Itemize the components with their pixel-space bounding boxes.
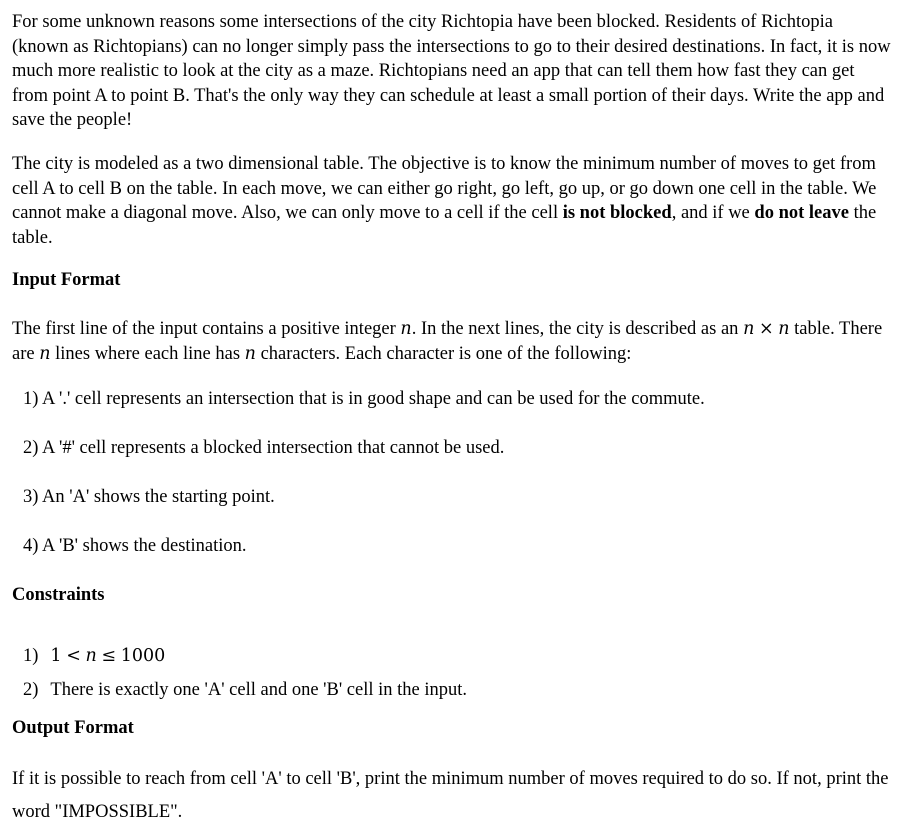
description-text-3: the table.: [12, 203, 877, 248]
constraint-number: 1): [23, 646, 39, 666]
output-format-paragraph: If it is possible to reach from cell 'A' to cell 'B', print the minimum number of moves required to do so. If not, print the word "IMPOSSIBLE".: [12, 769, 889, 822]
var-n-4: n: [39, 343, 51, 364]
list-item-number: 3): [23, 487, 39, 507]
input-text-4: lines where each line has: [50, 343, 245, 364]
var-n-3: n: [778, 319, 790, 339]
var-n-constraint: n: [85, 646, 97, 666]
description-bold-2: do not leave: [754, 203, 849, 223]
intro-paragraph: For some unknown reasons some intersections of the city Richtopia have been blocked. Residents of Richtopia (known as Richtopians) can no longer simply pass the intersections to go to their desired destinations. In fact, it is now much more realistic to look at the city as a maze. Richtopians need an app that can tell them how fast they can get from point A to point B. That's the only way they can schedule at least a small portion of their days. Write the app and save the people!: [12, 12, 891, 130]
input-text-2: . In the next lines, the city is described as an: [411, 319, 744, 339]
less-equal-symbol: ≤: [101, 646, 117, 666]
description-paragraph: [12, 152, 900, 250]
constraint-lower: 1: [50, 646, 62, 666]
var-n-5: n: [244, 343, 256, 364]
input-text-5: characters. Each character is one of the following:: [255, 343, 632, 364]
input-format-heading: Input Format: [12, 270, 121, 290]
constraints-heading: Constraints: [12, 585, 105, 605]
constraint-number: 2): [23, 680, 39, 700]
var-n-1: n: [400, 319, 412, 339]
times-symbol: ×: [758, 319, 774, 339]
list-item: [23, 485, 275, 509]
description-text-2: , and if we: [671, 203, 755, 223]
list-item: [23, 436, 504, 460]
constraint-text: There is exactly one 'A' cell and one 'B' cell in the input.: [50, 680, 468, 700]
list-item-text: A '#' cell represents a blocked intersection that cannot be used.: [42, 438, 505, 458]
list-item-number: 2): [23, 438, 39, 458]
input-format-paragraph: [12, 317, 904, 366]
input-text-3: table. There are: [12, 319, 883, 364]
list-item: [23, 534, 247, 558]
input-text-1: The first line of the input contains a positive integer: [12, 319, 401, 339]
description-bold-1: is not blocked: [562, 203, 672, 223]
list-item: [23, 387, 705, 411]
constraint-item-1: [23, 644, 165, 668]
var-n-2: n: [743, 319, 755, 339]
list-item-number: 1): [23, 389, 39, 409]
list-item-number: 4): [23, 536, 39, 556]
constraint-item-2: [23, 678, 467, 702]
less-than-symbol: <: [66, 646, 81, 666]
list-item-text: A 'B' shows the destination.: [42, 536, 247, 556]
list-item-text: An 'A' shows the starting point.: [42, 487, 275, 507]
description-text-1: The city is modeled as a two dimensional table. The objective is to know the minimum number of moves to get from cell A to cell B on the table. In each move, we can either go right, go left, go up, or go down one cell in the table. We cannot make a diagonal move. Also, we can only move to a cell if the cell: [12, 154, 877, 223]
list-item-text: A '.' cell represents an intersection that is in good shape and can be used for the commute.: [42, 389, 705, 409]
output-format-heading: Output Format: [12, 718, 134, 738]
constraint-upper: 1000: [120, 646, 166, 666]
